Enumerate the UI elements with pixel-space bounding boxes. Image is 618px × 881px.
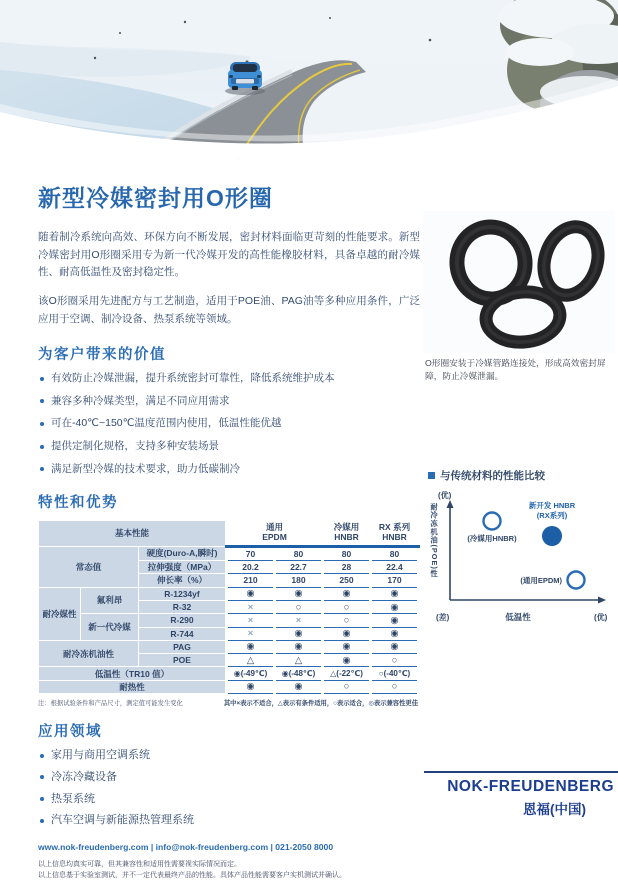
rating-cell: ○ [371, 680, 419, 693]
row-label: 耐热性 [39, 680, 227, 693]
table-row [39, 680, 419, 693]
y-axis-arrow-icon [447, 500, 454, 508]
page-title: 新型冷媒密封用O形圈 [38, 185, 273, 211]
list-item: 满足新型冷媒的技术要求，助力低碳制冷 [38, 463, 420, 476]
x-axis-arrow-icon [598, 597, 606, 604]
comparison-heading-text: 与传统材料的性能比较 [440, 470, 545, 482]
y-top-label: (优) [438, 491, 452, 500]
row-subgroup-label: 新一代冷媒 [81, 614, 139, 641]
rating-cell: ○(-40℃) [371, 667, 419, 680]
cell: 80 [371, 546, 419, 560]
table-row [39, 640, 419, 653]
rating-cell: × [275, 614, 323, 627]
point-epdm [568, 572, 585, 589]
col-header-line2: EPDM [262, 531, 287, 542]
oring-rings-illustration [423, 211, 615, 353]
cell: 20.2 [227, 561, 275, 574]
company-logo [430, 778, 614, 818]
rating-cell: △ [227, 654, 275, 667]
row-label: 硬度(Duro-A,瞬时) [139, 546, 227, 560]
rating-cell: ◉ [275, 680, 323, 693]
list-item: 有效防止冷媒泄漏，提升系统密封可靠性，降低系统维护成本 [38, 372, 420, 385]
rating-cell: ○ [371, 654, 419, 667]
rating-cell: ◉ [371, 640, 419, 653]
rating-cell: ◉ [371, 627, 419, 640]
row-group-label: 耐冷媒性 [39, 587, 81, 640]
rating-cell: ◉ [323, 627, 371, 640]
rating-cell: ◉ [371, 600, 419, 613]
rating-cell: × [227, 614, 275, 627]
column-header-epdm [227, 520, 323, 546]
list-item: 兼容多种冷媒类型，满足不同应用需求 [38, 395, 420, 408]
col-header-line2: HNBR [334, 531, 359, 542]
rating-cell: ◉ [371, 614, 419, 627]
cell: 80 [323, 546, 371, 560]
value-section-heading: 为客户带来的价值 [38, 347, 166, 364]
cell: 28 [323, 561, 371, 574]
comparison-section-heading [428, 468, 618, 483]
label-new-line2: (RX系列) [536, 511, 568, 520]
row-label: 伸长率（%） [139, 574, 227, 587]
table-row [39, 614, 419, 627]
rating-cell: ◉ [227, 640, 275, 653]
footnote-right: 其中×表示不适合，△表示有条件适用，○表示适合，◎表示兼容性更佳 [223, 700, 418, 708]
x-right-label: (优) [594, 613, 608, 622]
row-label: 拉伸强度（MPa） [139, 561, 227, 574]
table-row [39, 667, 419, 680]
rating-cell: ○ [275, 600, 323, 613]
row-label: R-290 [139, 614, 227, 627]
list-item: 热泵系统 [38, 793, 420, 807]
footer-divider [424, 771, 618, 773]
rating-cell: ◉ [275, 627, 323, 640]
rating-cell: × [227, 600, 275, 613]
rating-cell: ◉(-48℃) [275, 667, 323, 680]
rating-cell: ◉ [323, 587, 371, 600]
cell: 70 [227, 546, 275, 560]
rating-cell: ◉ [371, 587, 419, 600]
comparison-chart [428, 488, 616, 628]
cell: 210 [227, 574, 275, 587]
value-list [38, 372, 420, 476]
rating-cell: ○ [323, 600, 371, 613]
rating-cell: ○ [323, 614, 371, 627]
cell: 250 [323, 574, 371, 587]
label-new-line1: 新开发 HNBR [528, 501, 576, 510]
winter-road-illustration [0, 0, 618, 158]
logo-chinese-name: 恩福(中国) [523, 802, 586, 817]
point-hnbr [484, 513, 501, 530]
x-axis-title: 低温性 [505, 612, 531, 622]
contact-links[interactable]: www.nok-freudenberg.com | info@nok-freudenberg.com | 021-2050 8000 [38, 842, 334, 853]
col-header-line1: 冷媒用 [333, 522, 360, 533]
rating-cell: ◉ [323, 640, 371, 653]
rating-cell: ◉ [275, 640, 323, 653]
list-item: 可在-40℃~150℃温度范围内使用，低温性能优越 [38, 417, 420, 430]
list-item: 汽车空调与新能源热管理系统 [38, 814, 420, 828]
rating-cell: ◉ [275, 587, 323, 600]
footnote-left: 注：根据试验条件和产品尺寸，测定值可能发生变化 [38, 700, 183, 708]
row-subgroup-label: 氟利昂 [81, 587, 139, 614]
disclaimer-line-1: 以上信息均真实可靠，但其兼容性和适用性需要视实际情况而定。 [38, 861, 241, 869]
row-group-label: 常态值 [39, 546, 139, 587]
row-label: PAG [139, 640, 227, 653]
main-content [38, 180, 420, 881]
square-bullet-icon [428, 472, 435, 479]
intro-paragraph-1: 随着制冷系统向高效、环保方向不断发展，密封材料面临更苛刻的性能要求。新型冷媒密封用O形圈采用专为新一代冷媒开发的高性能橡胶材料，具备卓越的耐冷媒性、耐高低温性及密封稳定性。 [38, 231, 420, 279]
oring-caption: O形圈安装于冷媒管路连接处，形成高效密封屏障，防止冷媒泄漏。 [425, 358, 606, 382]
rating-cell: △ [275, 654, 323, 667]
cell: 22.7 [275, 561, 323, 574]
col-header-line1: RX 系列 [378, 522, 411, 533]
table-footnotes [38, 698, 418, 707]
cell: 80 [275, 546, 323, 560]
rating-cell: ◉ [323, 654, 371, 667]
list-item: 提供定制化规格，支持多种安装场景 [38, 440, 420, 453]
origin-label: (差) [436, 613, 450, 622]
row-label: R-744 [139, 627, 227, 640]
logo-wordmark: NOK-FREUDENBERG [447, 778, 614, 795]
hero-photo [0, 0, 618, 158]
applications-list [38, 749, 420, 828]
rating-cell: × [227, 627, 275, 640]
oring-photo [423, 211, 615, 353]
rating-cell: ○ [323, 680, 371, 693]
table-row [39, 587, 419, 600]
car-illustration [225, 62, 265, 95]
chart-y-axis-title: 耐冷冻机油(POE)性 [430, 503, 439, 579]
label-epdm: (通用EPDM) [520, 576, 562, 585]
rating-cell: ◉ [227, 587, 275, 600]
cell: 180 [275, 574, 323, 587]
row-label: R-32 [139, 600, 227, 613]
rating-cell: ◉(-49℃) [227, 667, 275, 680]
point-new-hnbr [542, 526, 562, 546]
col-header-line1: 通用 [265, 522, 283, 533]
column-header-rx-hnbr [371, 520, 419, 546]
table-corner-header: 基本性能 [39, 520, 227, 546]
list-item: 冷冻冷藏设备 [38, 771, 420, 785]
column-header-hnbr [323, 520, 371, 546]
cell: 22.4 [371, 561, 419, 574]
applications-section-heading: 应用领域 [38, 724, 102, 741]
table-row [39, 546, 419, 560]
scatter-plot [428, 488, 616, 628]
rating-cell: △(-22℃) [323, 667, 371, 680]
row-label: R-1234yf [139, 587, 227, 600]
disclaimer-line-2: 以上信息基于实验室测试，并不一定代表最终产品的性能。具体产品性能需要客户实机测试并确认。 [38, 872, 346, 880]
label-hnbr: (冷媒用HNBR) [467, 534, 517, 543]
rating-cell: ◉ [227, 680, 275, 693]
properties-table [38, 520, 420, 694]
row-label: POE [139, 654, 227, 667]
col-header-line2: HNBR [382, 531, 407, 542]
list-item: 家用与商用空调系统 [38, 749, 420, 763]
cell: 170 [371, 574, 419, 587]
row-group-label: 耐冷冻机油性 [39, 640, 139, 667]
row-label: 低温性（TR10 值） [39, 667, 227, 680]
intro-paragraph-2: 该O形圈采用先进配方与工艺制造，适用于POE油、PAG油等多种应用条件，广泛应用于空调、制冷设备、热泵系统等领域。 [38, 294, 420, 325]
features-section-heading: 特性和优势 [38, 494, 118, 511]
